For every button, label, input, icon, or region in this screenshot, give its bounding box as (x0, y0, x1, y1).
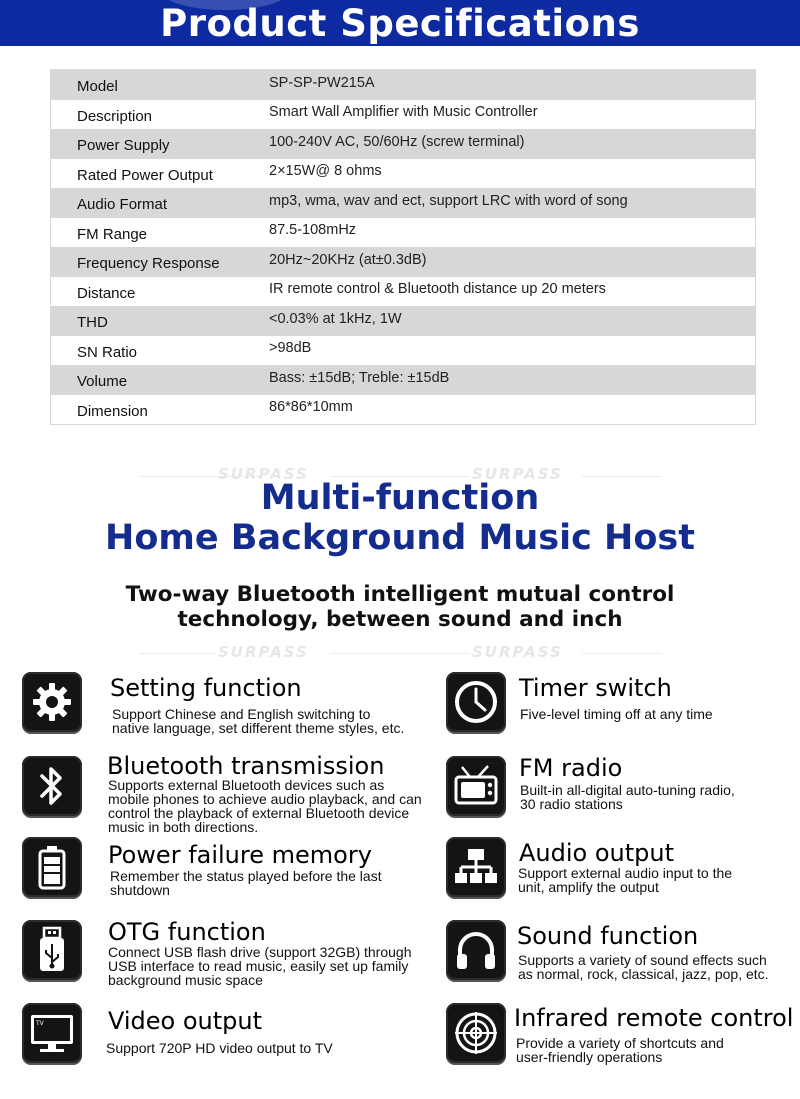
feature-desc-power: Remember the status played before the last shutdown (110, 868, 382, 898)
spec-row (51, 365, 755, 395)
subheading-line-2: technology, between sound and inch (177, 607, 623, 632)
spec-label: SN Ratio (77, 343, 138, 361)
watermark-text: SURPASS (218, 465, 309, 483)
watermark-text: SURPASS (472, 465, 563, 483)
usb-drive-icon (22, 920, 82, 980)
feature-title-video: Video output (108, 1007, 263, 1035)
watermark-text: SURPASS (218, 643, 309, 661)
heading-music-host: Home Background Music Host (105, 518, 695, 558)
page-title: Product Specifications (160, 2, 640, 45)
feature-desc-audio: Support external audio input to the unit, amplify the output (518, 865, 733, 895)
spec-label: THD (77, 314, 108, 332)
spec-value: IR remote control & Bluetooth distance up 20 meters (269, 281, 606, 298)
spec-row (51, 218, 755, 248)
spec-value: mp3, wma, wav and ect, support LRC with word of song (269, 192, 628, 209)
spec-label: Audio Format (77, 196, 168, 214)
feature-desc-otg: Connect USB flash drive (support 32GB) through USB interface to read music, easily set up family background music space (108, 944, 412, 988)
spec-row (51, 70, 755, 100)
spec-label: Frequency Response (77, 255, 220, 273)
watermark-rule (582, 476, 662, 477)
feature-title-infrared: Infrared remote control (514, 1004, 794, 1032)
target-icon (446, 1003, 506, 1063)
spec-table (50, 69, 756, 425)
watermark-rule (140, 653, 215, 654)
spec-label: Volume (77, 373, 128, 391)
feature-title-power: Power failure memory (108, 841, 372, 869)
spec-value: >98dB (269, 340, 312, 357)
feature-desc-sound: Supports a variety of sound effects such as normal, rock, classical, jazz, pop, etc. (518, 952, 769, 982)
spec-row (51, 336, 755, 366)
watermark-rule (582, 653, 662, 654)
spec-label: FM Range (77, 225, 148, 243)
spec-row (51, 247, 755, 277)
feature-title-audio: Audio output (519, 839, 675, 867)
spec-row (51, 188, 755, 218)
spec-row (51, 159, 755, 189)
feature-desc-fm: Built-in all-digital auto-tuning radio, 30 radio stations (520, 782, 735, 812)
watermark-rule (330, 476, 470, 477)
spec-value: 20Hz~20KHz (at±0.3dB) (269, 251, 427, 268)
spec-row (51, 277, 755, 307)
feature-desc-setting: Support Chinese and English switching to native language, set different theme styles, etc. (112, 706, 405, 736)
svg-text:TV: TV (36, 1020, 44, 1027)
header-banner (0, 0, 800, 46)
subheading-line-1: Two-way Bluetooth intelligent mutual control (125, 582, 675, 607)
tv-radio-icon (446, 756, 506, 816)
gear-icon (22, 672, 82, 732)
feature-desc-timer: Five-level timing off at any time (520, 706, 713, 722)
spec-value: 87.5-108mHz (269, 222, 357, 239)
spec-label: Model (77, 78, 118, 96)
network-icon (446, 837, 506, 897)
watermark-text: SURPASS (472, 643, 563, 661)
spec-label: Power Supply (77, 137, 170, 155)
feature-title-timer: Timer switch (519, 674, 672, 702)
spec-row (51, 306, 755, 336)
feature-title-otg: OTG function (108, 918, 266, 946)
spec-value: SP-SP-PW215A (269, 74, 375, 91)
clock-icon (446, 672, 506, 732)
spec-value: 2×15W@ 8 ohms (269, 163, 382, 180)
feature-title-bluetooth: Bluetooth transmission (107, 752, 385, 780)
spec-value: <0.03% at 1kHz, 1W (269, 310, 402, 327)
spec-row (51, 395, 755, 425)
spec-value: Smart Wall Amplifier with Music Controller (269, 104, 538, 121)
monitor-icon (22, 1003, 82, 1063)
watermark-rule (330, 653, 470, 654)
feature-desc-infrared: Provide a variety of shortcuts and user-friendly operations (516, 1035, 724, 1065)
feature-desc-bluetooth: Supports external Bluetooth devices such as mobile phones to achieve audio playback, and can control the playback of external Bluetooth device music in both directions. (108, 777, 422, 835)
feature-desc-video: Support 720P HD video output to TV (106, 1040, 333, 1056)
bluetooth-icon (22, 756, 82, 816)
spec-row (51, 100, 755, 130)
spec-value: 86*86*10mm (269, 399, 353, 416)
spec-value: 100-240V AC, 50/60Hz (screw terminal) (269, 133, 525, 150)
battery-icon (22, 837, 82, 897)
feature-title-fm: FM radio (519, 754, 623, 782)
heading-multifunction: Multi-function (260, 478, 540, 518)
spec-value: Bass: ±15dB; Treble: ±15dB (269, 369, 450, 386)
headphones-icon (446, 920, 506, 980)
spec-label: Rated Power Output (77, 166, 213, 184)
feature-title-setting: Setting function (110, 674, 302, 702)
feature-title-sound: Sound function (517, 922, 699, 950)
spec-label: Distance (77, 284, 136, 302)
spec-label: Description (77, 107, 153, 125)
spec-label: Dimension (77, 402, 148, 420)
spec-row (51, 129, 755, 159)
